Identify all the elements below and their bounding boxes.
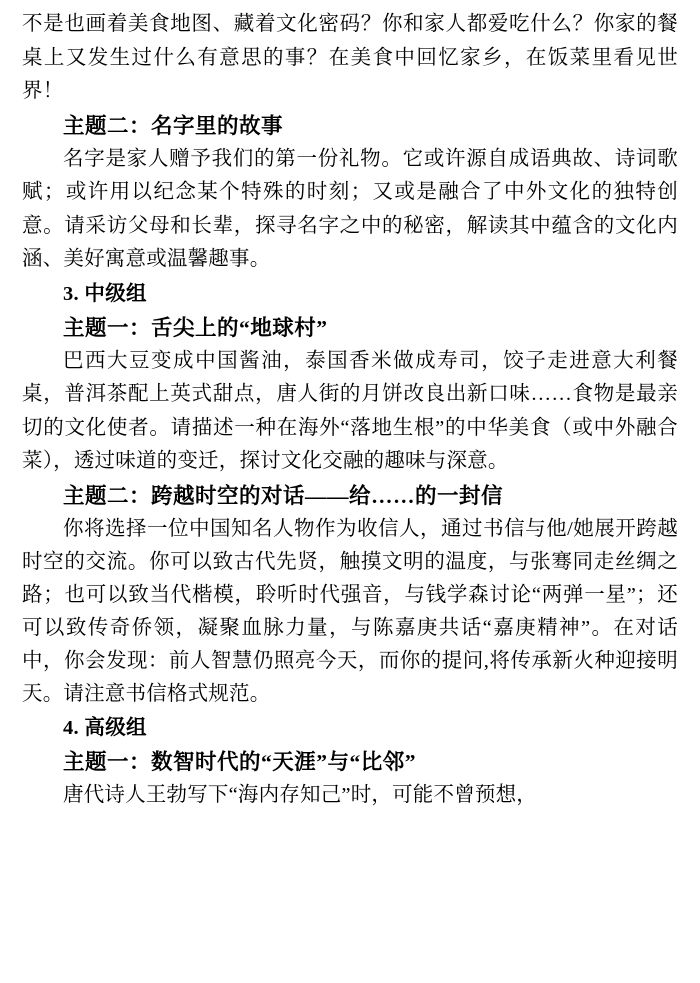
heading-topic-two-name-story: 主题二：名字里的故事	[63, 113, 284, 138]
subheading-intermediate-group: 3. 中级组	[63, 282, 147, 305]
paragraph-letter-across-time-body: 你将选择一位中国知名人物作为收信人，通过书信与他/她展开跨越时空的交流。你可以致古代先贤，触摸文明的温度，与张骞同走丝绸之路；也可以致当代楷模，聆听时代强音，与钱学森讨论“两弹一星”；还可以致传奇侨领，凝聚血脉力量，与陈嘉庚共话“嘉庚精神”。在对话中，你会发现：前人智慧仍照亮今天，而你的提问,将传承新火种迎接明天。请注意书信格式规范。	[22, 517, 678, 705]
heading-topic-one-global-village: 主题一：舌尖上的“地球村”	[63, 315, 328, 340]
heading-topic-two-letter-across-time: 主题二：跨越时空的对话——给……的一封信	[63, 483, 504, 508]
heading-topic-one-digital-age: 主题一：数智时代的“天涯”与“比邻”	[63, 749, 417, 774]
paragraph-global-village-body: 巴西大豆变成中国酱油，泰国香米做成寿司，饺子走进意大利餐桌，普洱茶配上英式甜点，唐人街的月饼改良出新口味……食物是最亲切的文化使者。请描述一种在海外“落地生根”的中华美食（或中外融合菜），透过味道的变迁，探讨文化交融的趣味与深意。	[22, 349, 678, 472]
paragraph-digital-age-body: 唐代诗人王勃写下“海内存知己”时，可能不曾预想，	[63, 783, 537, 806]
subheading-advanced-group: 4. 高级组	[63, 716, 147, 739]
paragraph-intro-food: 不是也画着美食地图、藏着文化密码？你和家人都爱吃什么？你家的餐桌上又发生过什么有意思的事？在美食中回忆家乡，在饭菜里看见世界！	[22, 13, 678, 102]
paragraph-name-story-body: 名字是家人赠予我们的第一份礼物。它或许源自成语典故、诗词歌赋；或许用以纪念某个特殊的时刻；又或是融合了中外文化的独特创意。请采访父母和长辈，探寻名字之中的秘密，解读其中蕴含的文化内涵、美好寓意或温馨趣事。	[22, 147, 678, 270]
